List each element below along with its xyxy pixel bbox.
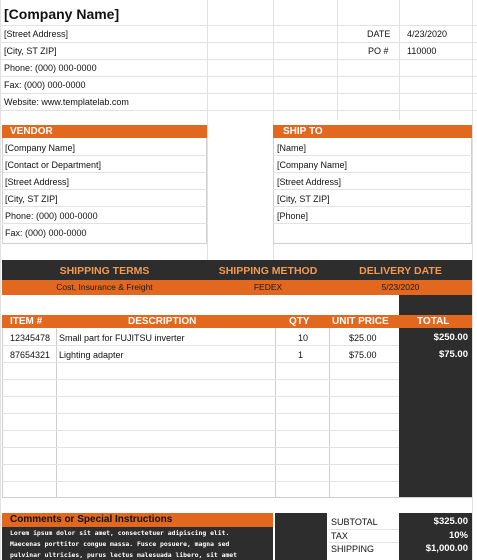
grid-line (273, 189, 472, 190)
delivery-date-label: DELIVERY DATE (359, 265, 442, 277)
grid-line (0, 25, 477, 26)
shipping-value[interactable]: $1,000.00 (425, 543, 468, 554)
vendor-line: Phone: (000) 000-0000 (5, 211, 98, 221)
po-value[interactable]: 110000 (407, 46, 437, 56)
vendor-line: [Company Name] (5, 143, 76, 153)
col-total: TOTAL (417, 316, 450, 327)
shipping-terms-value[interactable]: Cost, Insurance & Freight (56, 282, 153, 292)
vendor-line: Fax: (000) 000-0000 (5, 228, 87, 238)
grid-line (0, 42, 477, 43)
comments-title: Comments or Special Instructions (10, 514, 173, 525)
shipping-method-label: SHIPPING METHOD (218, 265, 318, 277)
vendor-title: VENDOR (10, 126, 53, 137)
shipping-label: SHIPPING (331, 544, 375, 554)
table-row-item[interactable]: 87654321 (10, 350, 51, 360)
vendor-line: [City, ST ZIP] (5, 194, 58, 204)
col-unit-price: UNIT PRICE (332, 316, 389, 327)
ship-to-line: [Company Name] (277, 160, 348, 170)
table-row-qty[interactable]: 10 (298, 333, 309, 343)
grid-line (0, 76, 477, 77)
fax: Fax: (000) 000-0000 (4, 80, 86, 90)
vendor-line: [Contact or Department] (5, 160, 102, 170)
vendor-box-border (206, 138, 207, 243)
grid-line (2, 206, 207, 207)
grid-line (2, 464, 399, 465)
vendor-line: [Street Address] (5, 177, 70, 187)
items-border (2, 497, 472, 498)
grid-line (2, 430, 399, 431)
website: Website: www.templatelab.com (4, 97, 129, 107)
subtotal-value: $325.00 (433, 516, 468, 527)
grid-line (2, 379, 399, 380)
grid-line (0, 0, 1, 560)
grid-line (337, 0, 338, 120)
delivery-date-value[interactable]: 5/23/2020 (381, 282, 420, 292)
grid-line (273, 223, 472, 224)
table-row-total: $75.00 (438, 349, 468, 360)
grid-line (2, 345, 399, 346)
grid-line (2, 481, 399, 482)
comments-text: pulvinar ultricies, purus lectus malesuada libero, sit amet (10, 551, 238, 559)
table-row-unit-price[interactable]: $25.00 (349, 333, 377, 343)
grid-line (2, 189, 207, 190)
table-row-total: $250.00 (433, 332, 468, 343)
col-qty: QTY (289, 316, 310, 327)
table-row-unit-price[interactable]: $75.00 (349, 350, 377, 360)
items-header-bar (2, 315, 472, 328)
shipping-terms-label: SHIPPING TERMS (59, 265, 150, 277)
comments-text: Lorem ipsum dolor sit amet, consectetuer adipiscing elit. (10, 529, 230, 537)
grid-line (273, 206, 472, 207)
grid-line (0, 59, 477, 60)
vendor-box-border (2, 138, 3, 243)
po-label: PO # (368, 46, 389, 56)
table-row-description[interactable]: Lighting adapter (59, 350, 124, 360)
ship-to-title: SHIP TO (283, 126, 323, 137)
grid-line (2, 223, 207, 224)
street-address: [Street Address] (4, 29, 69, 39)
shipping-method-value[interactable]: FEDEX (253, 282, 283, 292)
grid-line (399, 0, 400, 120)
ship-to-line: [Phone] (277, 211, 309, 221)
grid-line (207, 0, 208, 260)
city-state-zip: [City, ST ZIP] (4, 46, 57, 56)
ship-to-box-border (471, 138, 472, 243)
ship-to-line: [Street Address] (277, 177, 342, 187)
ship-to-line: [City, ST ZIP] (277, 194, 330, 204)
company-name: [Company Name] (4, 6, 120, 22)
tax-label: TAX (331, 531, 348, 541)
ship-to-box-border (273, 138, 274, 243)
table-row-qty[interactable]: 1 (298, 350, 304, 360)
date-label: DATE (367, 29, 391, 39)
grid-line (2, 155, 207, 156)
table-row-item[interactable]: 12345478 (10, 333, 51, 343)
phone: Phone: (000) 000-0000 (4, 63, 97, 73)
summary-spacer-dark (275, 513, 327, 560)
vendor-box-border (2, 243, 207, 244)
grid-line (273, 172, 472, 173)
table-row-description[interactable]: Small part for FUJITSU inverter (59, 333, 185, 343)
ship-to-box-border (273, 243, 472, 244)
grid-line (0, 110, 477, 111)
grid-line (2, 447, 399, 448)
col-item: ITEM # (10, 316, 43, 327)
grid-line (273, 155, 472, 156)
grid-line (2, 413, 399, 414)
grid-line (472, 0, 473, 560)
grid-line (0, 93, 477, 94)
subtotal-label: SUBTOTAL (331, 517, 378, 527)
tax-value[interactable]: 10% (448, 530, 468, 541)
grid-line (2, 396, 399, 397)
date-value[interactable]: 4/23/2020 (407, 29, 448, 39)
grid-line (2, 172, 207, 173)
comments-text: Maecenas porttitor congue massa. Fusce posuere, magna sed (10, 540, 230, 548)
ship-to-line: [Name] (277, 143, 307, 153)
grid-line (2, 362, 399, 363)
col-description: DESCRIPTION (128, 316, 197, 327)
